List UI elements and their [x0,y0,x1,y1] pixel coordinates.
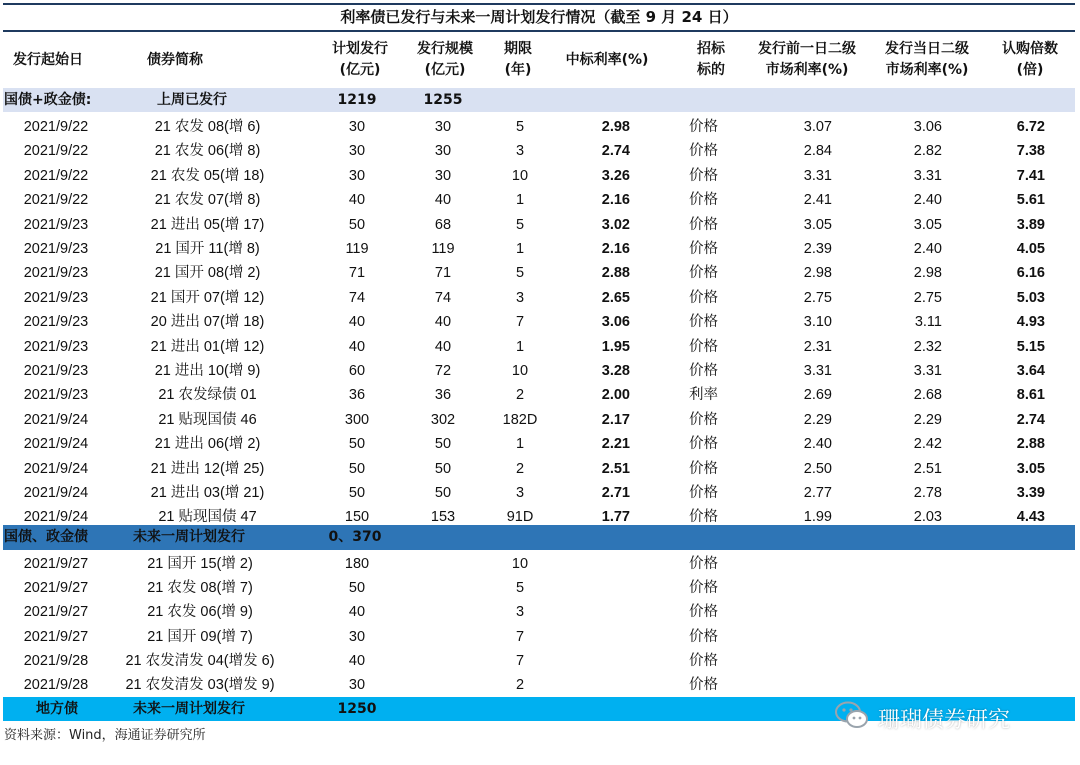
section-plan-total: 1219 [337,92,377,108]
issued-amount: 40 [434,192,452,209]
bond-name: 21 农发 08(增 7) [147,580,253,597]
bond-name: 21 国开 07(增 12) [150,289,265,306]
issue-date: 2021/9/24 [23,460,89,477]
column-header: 发行起始日 [13,51,83,68]
prev-day-rate: 2.69 [803,387,832,404]
issued-amount: 119 [431,241,455,257]
winning-rate: 2.65 [601,289,630,306]
winning-rate: 2.88 [601,265,630,282]
tenor: 2 [515,677,525,693]
bid-target: 价格 [689,289,718,306]
planned-amount: 30 [348,167,366,184]
bid-target: 价格 [689,119,718,135]
bid-target: 价格 [689,677,718,693]
bid-target: 价格 [689,604,718,621]
tenor: 1 [515,192,525,209]
winning-rate: 2.71 [601,485,630,501]
issued-amount: 50 [434,485,452,501]
issue-date: 2021/9/22 [23,119,89,135]
prev-day-rate: 2.40 [803,436,832,453]
winning-rate: 2.16 [601,192,630,209]
same-day-rate: 2.82 [913,143,942,160]
planned-amount: 180 [344,556,370,572]
issued-amount: 30 [434,143,452,160]
same-day-rate: 2.32 [913,338,942,355]
issue-date: 2021/9/24 [23,436,89,453]
planned-amount: 40 [348,604,366,621]
bid-cover-ratio: 4.05 [1016,241,1045,257]
planned-amount: 50 [348,485,366,501]
tenor: 5 [515,580,525,597]
issued-amount: 30 [434,167,452,184]
issue-date: 2021/9/23 [23,289,89,306]
winning-rate: 2.51 [601,460,630,477]
issue-date: 2021/9/24 [23,509,89,526]
bid-target: 价格 [689,652,718,669]
section-plan-total: 0、370 [328,529,382,545]
issue-date: 2021/9/27 [23,604,89,621]
planned-amount: 300 [344,411,370,428]
same-day-rate: 3.06 [913,119,942,135]
bid-cover-ratio: 7.41 [1016,167,1045,184]
planned-amount: 30 [348,628,366,645]
prev-day-rate: 3.05 [803,216,832,233]
column-header: 发行前一日二级 市场利率(%) [758,41,856,78]
planned-amount: 30 [348,143,366,160]
tenor: 5 [515,119,525,135]
prev-day-rate: 2.50 [803,460,832,477]
issued-amount: 74 [434,289,452,306]
tenor: 1 [515,436,525,453]
bid-target: 价格 [689,580,718,597]
same-day-rate: 2.29 [913,411,942,428]
same-day-rate: 2.78 [913,485,942,501]
bid-cover-ratio: 2.88 [1016,436,1045,453]
prev-day-rate: 2.98 [803,265,832,282]
winning-rate: 2.74 [601,143,630,160]
column-header: 计划发行 (亿元) [332,41,388,78]
issued-amount: 72 [434,363,452,379]
prev-day-rate: 1.99 [803,509,832,526]
prev-day-rate: 3.07 [803,119,832,135]
winning-rate: 3.02 [601,216,630,233]
planned-amount: 40 [348,314,366,331]
planned-amount: 40 [348,652,366,669]
section-sub: 上周已发行 [157,92,227,108]
same-day-rate: 2.42 [913,436,942,453]
bond-name: 21 农发 06(增 8) [154,143,261,160]
tenor: 5 [515,216,525,233]
issue-date: 2021/9/22 [23,143,89,160]
bid-cover-ratio: 8.61 [1016,387,1045,404]
issued-amount: 71 [434,265,452,282]
issue-date: 2021/9/23 [23,363,89,379]
planned-amount: 50 [348,436,366,453]
issue-date: 2021/9/27 [23,580,89,597]
same-day-rate: 2.40 [913,192,942,209]
winning-rate: 2.98 [601,119,630,135]
bond-name: 21 进出 12(增 25) [150,460,265,477]
bid-target: 价格 [689,363,718,379]
table-title: 利率债已发行与未来一周计划发行情况（截至 9 月 24 日） [3,3,1075,32]
bond-name: 21 国开 15(增 2) [147,556,253,572]
issued-amount: 153 [430,509,456,526]
issue-date: 2021/9/23 [23,265,89,282]
same-day-rate: 2.68 [913,387,942,404]
bid-target: 价格 [689,143,718,160]
same-day-rate: 2.03 [913,509,942,526]
tenor: 10 [511,167,529,184]
issue-date: 2021/9/22 [23,192,89,209]
bond-name: 21 国开 09(增 7) [147,628,253,645]
bond-name: 21 进出 10(增 9) [154,363,261,379]
source-note: 资料来源：Wind，海通证券研究所 [4,728,206,743]
bid-cover-ratio: 3.89 [1016,216,1045,233]
tenor: 10 [511,363,529,379]
issued-amount: 30 [434,119,452,135]
same-day-rate: 2.51 [913,460,942,477]
same-day-rate: 2.75 [913,289,942,306]
bond-name: 21 国开 08(增 2) [154,265,261,282]
planned-amount: 40 [348,338,366,355]
column-header: 债券简称 [147,51,203,68]
prev-day-rate: 2.31 [803,338,832,355]
same-day-rate: 3.31 [913,363,942,379]
planned-amount: 50 [348,216,366,233]
same-day-rate: 3.05 [913,216,942,233]
column-header: 发行当日二级 市场利率(%) [885,41,969,78]
prev-day-rate: 2.75 [803,289,832,306]
bond-name: 21 进出 05(增 17) [150,216,265,233]
issued-amount: 40 [434,338,452,355]
issue-date: 2021/9/27 [23,628,89,645]
bond-name: 21 国开 11(增 8) [155,241,260,257]
issue-date: 2021/9/23 [23,216,89,233]
tenor: 7 [515,628,525,645]
bid-cover-ratio: 5.03 [1016,289,1045,306]
bid-target: 价格 [689,436,718,453]
bid-target: 利率 [689,387,718,404]
bid-target: 价格 [689,556,718,572]
planned-amount: 30 [348,677,366,693]
issue-date: 2021/9/24 [23,411,89,428]
bid-cover-ratio: 3.64 [1016,363,1045,379]
issue-date: 2021/9/27 [23,556,89,572]
bid-target: 价格 [689,628,718,645]
section-label: 国债、政金债 [4,529,88,545]
winning-rate: 1.95 [601,338,630,355]
tenor: 182D [502,411,538,428]
bond-name: 21 农发清发 04(增发 6) [125,652,275,669]
bond-name: 21 农发 06(增 9) [147,604,253,621]
bid-cover-ratio: 4.93 [1016,314,1045,331]
tenor: 3 [515,485,525,501]
section-size-total: 1255 [423,92,463,108]
section-label: 地方债 [36,701,78,717]
wechat-icon [834,700,870,736]
tenor: 2 [515,387,525,404]
planned-amount: 50 [348,460,366,477]
section-plan-total: 1250 [337,701,377,717]
bid-target: 价格 [689,509,718,526]
column-header: 认购倍数 (倍) [1002,41,1058,78]
bond-name: 21 进出 03(增 21) [150,485,265,501]
tenor: 2 [515,460,525,477]
bid-target: 价格 [689,411,718,428]
bond-name: 21 进出 06(增 2) [154,436,261,453]
bond-name: 21 贴现国债 46 [158,411,257,428]
bid-target: 价格 [689,485,718,501]
prev-day-rate: 2.39 [803,241,832,257]
issue-date: 2021/9/24 [23,485,89,501]
prev-day-rate: 2.41 [803,192,832,209]
bid-cover-ratio: 3.05 [1016,460,1045,477]
issued-amount: 302 [430,411,456,428]
winning-rate: 3.28 [601,363,630,379]
issue-date: 2021/9/23 [23,314,89,331]
bid-cover-ratio: 6.16 [1016,265,1045,282]
tenor: 7 [515,314,525,331]
tenor: 7 [515,652,525,669]
issue-date: 2021/9/28 [23,677,89,693]
bid-cover-ratio: 6.72 [1016,119,1045,135]
column-header: 中标利率(%) [565,51,649,68]
planned-amount: 40 [348,192,366,209]
bid-cover-ratio: 2.74 [1016,411,1045,428]
bid-cover-ratio: 5.61 [1016,192,1045,209]
issue-date: 2021/9/28 [23,652,89,669]
planned-amount: 74 [348,289,366,306]
bond-name: 21 贴现国债 47 [158,509,257,526]
tenor: 5 [515,265,525,282]
same-day-rate: 3.11 [914,314,942,331]
prev-day-rate: 3.31 [803,363,832,379]
issued-amount: 50 [434,460,452,477]
bid-target: 价格 [689,216,718,233]
planned-amount: 30 [348,119,366,135]
tenor: 3 [515,289,525,306]
winning-rate: 2.00 [601,387,630,404]
winning-rate: 3.26 [601,167,630,184]
bid-target: 价格 [689,460,718,477]
planned-amount: 50 [348,580,366,597]
watermark [834,700,1010,736]
planned-amount: 119 [345,241,369,257]
tenor: 3 [515,604,525,621]
column-header: 发行规模 (亿元) [417,41,473,78]
issue-date: 2021/9/23 [23,387,89,404]
section-sub: 未来一周计划发行 [133,701,245,717]
planned-amount: 36 [348,387,366,404]
tenor: 91D [506,509,534,526]
bid-cover-ratio: 4.43 [1016,509,1045,526]
same-day-rate: 3.31 [913,167,942,184]
bid-target: 价格 [689,167,718,184]
bond-name: 21 农发清发 03(增发 9) [125,677,275,693]
bid-target: 价格 [689,338,718,355]
issue-date: 2021/9/23 [23,338,89,355]
tenor: 1 [515,338,525,355]
winning-rate: 2.17 [601,411,630,428]
bid-target: 价格 [689,192,718,209]
section-sub: 未来一周计划发行 [133,529,245,545]
bond-name: 21 农发 05(增 18) [150,167,265,184]
prev-day-rate: 2.84 [803,143,832,160]
same-day-rate: 2.40 [913,241,942,257]
winning-rate: 3.06 [601,314,630,331]
bond-name: 21 农发 08(增 6) [154,119,261,135]
prev-day-rate: 2.29 [803,411,832,428]
prev-day-rate: 3.10 [803,314,832,331]
watermark-text: 珊瑚债券研究 [878,707,1011,733]
section-label: 国债+政金债: [4,92,92,108]
issued-amount: 40 [434,314,452,331]
bid-target: 价格 [689,265,718,282]
bid-cover-ratio: 3.39 [1016,485,1045,501]
bid-cover-ratio: 7.38 [1016,143,1045,160]
winning-rate: 2.21 [601,436,630,453]
winning-rate: 2.16 [601,241,630,257]
bond-name: 20 进出 07(增 18) [150,314,265,331]
prev-day-rate: 3.31 [803,167,832,184]
planned-amount: 60 [348,363,366,379]
bond-name: 21 农发 07(增 8) [154,192,261,209]
winning-rate: 1.77 [601,509,630,526]
issue-date: 2021/9/23 [23,241,89,257]
prev-day-rate: 2.77 [803,485,832,501]
tenor: 3 [515,143,525,160]
planned-amount: 71 [348,265,366,282]
bid-target: 价格 [689,314,718,331]
bond-name: 21 进出 01(增 12) [150,338,265,355]
tenor: 1 [515,241,525,257]
bond-name: 21 农发绿债 01 [158,387,257,404]
planned-amount: 150 [344,509,370,526]
column-header: 期限 (年) [504,41,532,78]
bid-target: 价格 [689,241,718,257]
column-header: 招标 标的 [697,41,725,78]
issued-amount: 68 [434,216,452,233]
issued-amount: 50 [434,436,452,453]
issued-amount: 36 [434,387,452,404]
issue-date: 2021/9/22 [23,167,89,184]
tenor: 10 [511,556,529,572]
same-day-rate: 2.98 [913,265,942,282]
bid-cover-ratio: 5.15 [1016,338,1045,355]
